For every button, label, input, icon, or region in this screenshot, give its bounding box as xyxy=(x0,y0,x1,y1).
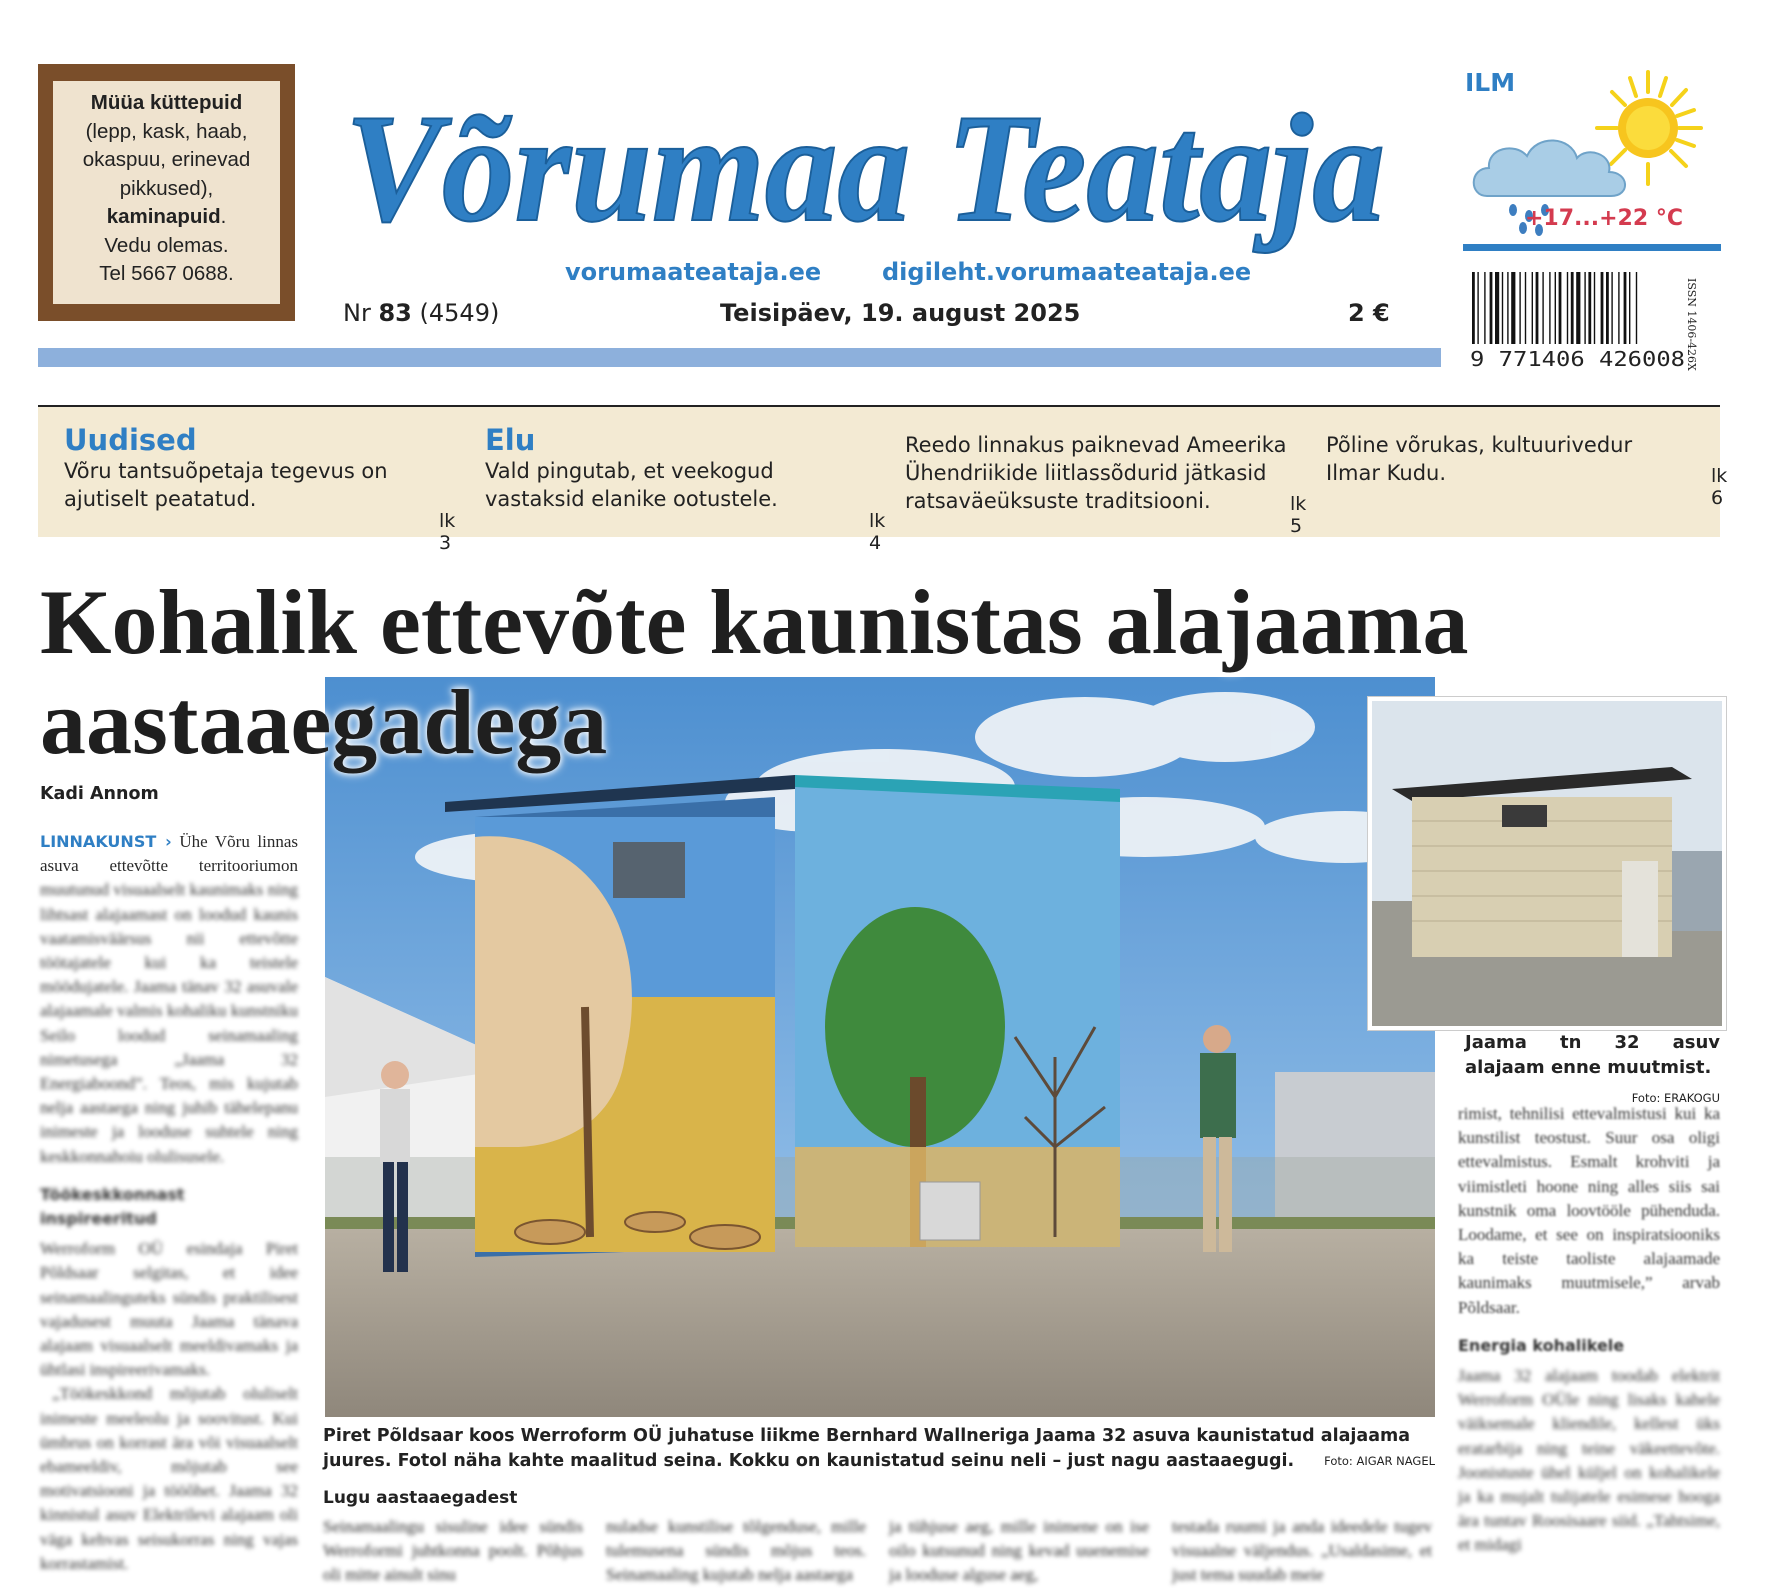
barcode-bar xyxy=(1502,272,1503,344)
section-kicker: LINNAKUNST › xyxy=(40,832,172,851)
byline: Kadi Annom xyxy=(40,784,159,804)
weather-label: ILM xyxy=(1465,68,1516,97)
barcode-bar xyxy=(1588,272,1591,344)
ad-fireplace: kaminapuid xyxy=(106,205,221,228)
masthead-rule xyxy=(38,348,1441,367)
barcode-bar xyxy=(1624,272,1627,344)
barcode-bar xyxy=(1601,272,1604,344)
body-paragraph: „Töökeskkond mõjutab oluliselt inimeste meeleolu ja soovitust. Kui ümbrus on korrast ära või visuaalselt ebameeldiv, mõjutab see motivatsiooni ja tööõhet. Jaama 32 kinnistul asuv Elektrilevi alajaam oli väga kehvas seisukorras ning vajas korrastamist. xyxy=(40,1384,298,1573)
barcode-bar xyxy=(1507,272,1508,344)
headline-line-1: Kohalik ettevõte kaunistas alajaama xyxy=(40,571,1469,673)
ad-content: Müüa küttepuid (lepp, kask, haab, okaspuu, erinevad pikkused), kaminapuid. Vedu olemas. Tel 5667 0688. xyxy=(53,81,280,304)
barcode-bar xyxy=(1484,272,1485,344)
body-column-4: testada ruumi ja anda ideedele tugev visuaalne väljendus. „Usaldasime, et just tema suudab meie xyxy=(1172,1517,1432,1585)
barcode-bar xyxy=(1618,272,1619,344)
side-photo-caption: Jaama tn 32 asuv alajaam enne muutmist. Foto: ERAKOGU xyxy=(1465,1030,1720,1111)
teaser-elu[interactable] xyxy=(485,423,886,554)
teaser-band xyxy=(38,407,1728,554)
teaser-text: Reedo linnakus paiknevad Ameerika Ühendriikide liitlassõdurid jätkasid ratsaväeüksuste traditsiooni. xyxy=(905,433,1287,513)
barcode-bar xyxy=(1636,272,1637,344)
mural-photo[interactable] xyxy=(325,677,1435,1417)
barcode xyxy=(1468,272,1718,368)
barcode-bar xyxy=(1576,272,1580,344)
subhead-seasons: Lugu aastaaegadest xyxy=(323,1488,518,1508)
barcode-bar xyxy=(1571,272,1574,344)
barcode-digits: 9 771406 426008 xyxy=(1470,347,1685,368)
subhead-inspired: Töökeskkonnast inspireeritud xyxy=(40,1184,185,1229)
barcode-bar xyxy=(1559,272,1562,344)
site-url[interactable]: vorumaateataja.ee xyxy=(565,258,822,286)
body-column-1: Seinamaalingu sisuline idee sündis Werroformi juhtkonna poolt. Põhjus oli mitte ainult sinu xyxy=(323,1517,583,1585)
barcode-bar xyxy=(1549,272,1550,344)
barcode-bar xyxy=(1567,272,1568,344)
body-paragraph: rimist, tehnilisi ettevalmistusi kui ka kunstilist teostust. Suur osa oligi ettevalmistus. Esmalt krohviti ja viimistleti hoone ning alles siis sai kunstnik oma loovtööle pühenduda. Loodame, et see on inspiratsiooniks ka teiste taoliste alajaamade kaunimaks muutmisele,” arvab Põldsaar. xyxy=(1458,1104,1720,1317)
teaser-page: lk 5 xyxy=(1290,493,1307,537)
issue-price: 2 € xyxy=(1348,299,1390,327)
teaser-title: Uudised xyxy=(64,423,197,457)
side-photo-credit: Foto: ERAKOGU xyxy=(1631,1091,1720,1105)
photo-caption: Piret Põldsaar koos Werroform OÜ juhatuse liikme Bernhard Wallneriga Jaama 32 asuva kaunistatud alajaama juures. Fotol näha kahte maalitud seina. Kokku on kaunistatud seinu neli – just nagu aastaaegugi. Foto: AIGAR NAGEL xyxy=(323,1424,1438,1474)
barcode-bar xyxy=(1536,272,1539,344)
teaser-text: Vald pingutab, et veekogud vastaksid elanike ootustele. xyxy=(485,459,778,511)
body-column-2: nuladse kunstilise tõlgenduse, mille tulemusena sündis mõjus teos. Seinamaaling kujutab nelja aastaega xyxy=(606,1517,866,1585)
barcode-bar xyxy=(1519,272,1520,344)
barcode-bar xyxy=(1490,272,1493,344)
issue-date: Teisipäev, 19. august 2025 xyxy=(720,299,1081,327)
ad-delivery: Vedu olemas. xyxy=(104,233,229,257)
issue-number: Nr 83 (4549) xyxy=(343,299,500,327)
photo-credit: Foto: AIGAR NAGEL xyxy=(1324,1454,1435,1468)
teaser-text: Võru tantsuõpetaja tegevus on ajutiselt peatatud. xyxy=(64,459,388,511)
barcode-bar xyxy=(1511,272,1515,344)
weather-rule xyxy=(1463,244,1721,251)
barcode-bar xyxy=(1594,272,1595,344)
article-headline xyxy=(40,572,1580,772)
barcode-bar xyxy=(1542,272,1543,344)
masthead-logo xyxy=(340,70,1390,270)
body-column-3: ja tühjuse aeg, mille inimene on ise oilo kutsunud ning kevad uuenemise ja looduse alguse aeg, xyxy=(889,1517,1149,1585)
teaser-uudised[interactable] xyxy=(64,423,456,554)
weather-temperature: +17...+22 °C xyxy=(1525,206,1683,231)
teaser-page: lk 6 xyxy=(1711,465,1728,509)
barcode-bar xyxy=(1532,272,1533,344)
barcode-bar xyxy=(1611,272,1612,344)
barcode-bar xyxy=(1555,272,1556,344)
subhead-energy: Energia kohalikele xyxy=(1458,1335,1625,1355)
newspaper-title: Võrumaa Teataja xyxy=(345,82,1385,254)
barcode-bar xyxy=(1495,272,1499,344)
firewood-ad xyxy=(38,64,295,321)
barcode-bar xyxy=(1477,272,1478,344)
teaser-soldiers[interactable] xyxy=(905,431,1307,537)
barcode-bar xyxy=(1525,272,1526,344)
ad-headline: Müüa küttepuid xyxy=(90,91,243,114)
teaser-text: Põline võrukas, kultuurivedur Ilmar Kudu. xyxy=(1326,433,1633,485)
barcode-bar xyxy=(1472,272,1475,344)
body-paragraph: Jaama 32 alajaam toodab elektrit Werroform OÜle ning lisaks kahele väiksemale kliendile, kellest üks eratarbija ning teine väkeettevõte. Joonistuste ühel küljel on kohalikele ja ka mujalt tulijatele esimese hooga ära tuntav Roosisaare siid. „Tahtsime, et midagi xyxy=(1458,1366,1720,1555)
lead-sharp: Ühe Võru linnas asuva ettevõtte territooriumon xyxy=(40,832,299,876)
barcode-bar xyxy=(1606,272,1609,344)
teaser-title: Elu xyxy=(485,423,536,457)
teaser-page: lk 4 xyxy=(869,510,886,554)
digital-url[interactable]: digileht.vorumaateataja.ee xyxy=(882,258,1252,286)
ad-wood-types: (lepp, kask, haab, okaspuu, erinevad pikkused), xyxy=(82,119,251,200)
article-column-left xyxy=(40,830,298,1576)
teaser-kudu[interactable] xyxy=(1326,431,1728,509)
lead-text: muutunud visuaalselt kaunimaks ning lihtsast alajaamast on loodud kaunis vaatamisväärsus nii ettevõtte töötajatele kui ka teistele möödujatele. Jaama tänav 32 asuvale alajaamale valmis kohaliku kunstniku Seilo loodud seinamaaling nimetusega „Jaama 32 Energiaboond”. Teos, mis kujutab nelja aastaega ning juhib tähelepanu inimeste ja looduse suhtele ning keskkonnahoiu olulisusele. xyxy=(40,880,298,1166)
teaser-page: lk 3 xyxy=(439,510,456,554)
headline-line-2: aastaaegadega xyxy=(40,671,608,773)
issn-number: ISSN 1406-426X xyxy=(1685,278,1698,371)
barcode-bar xyxy=(1629,272,1630,344)
body-paragraph: Werroform OÜ esindaja Piret Põldsaar selgitas, et idee seinamaalinguteks sündis praktilisest vajadusest muuta Jaama tänava alajaam visuaalselt meeldivamaks ja ühtlasi inspireerivamaks. xyxy=(40,1239,298,1380)
article-column-right xyxy=(1458,1102,1720,1558)
ad-phone: Tel 5667 0688. xyxy=(99,262,234,285)
barcode-bar xyxy=(1584,272,1585,344)
